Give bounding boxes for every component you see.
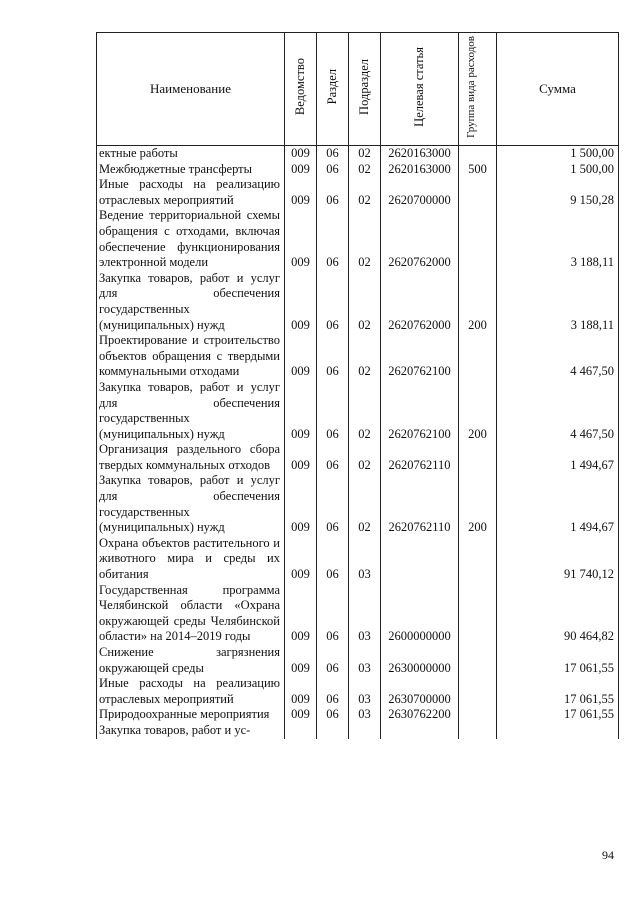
- row-razdel: 06: [317, 473, 349, 535]
- row-celevaya-statya: 2620762100: [381, 380, 459, 442]
- row-vedomstvo: [285, 723, 317, 739]
- row-gruppa-vida-rashodov: 200: [459, 380, 497, 442]
- row-podrazdel: 02: [349, 271, 381, 333]
- row-gruppa-vida-rashodov: [459, 723, 497, 739]
- row-gruppa-vida-rashodov: 200: [459, 271, 497, 333]
- header-summa: Сумма: [497, 33, 619, 146]
- row-name: Государственная программа Челябинской области «Охрана окружающей среды Челябинской области» на 2014–2019 годы: [97, 583, 285, 645]
- row-summa: 1 500,00: [497, 162, 619, 178]
- row-vedomstvo: 009: [285, 162, 317, 178]
- row-name: ектные работы: [97, 146, 285, 162]
- row-gruppa-vida-rashodov: [459, 645, 497, 676]
- row-vedomstvo: 009: [285, 707, 317, 723]
- row-summa: 4 467,50: [497, 380, 619, 442]
- row-gruppa-vida-rashodov: [459, 333, 497, 380]
- row-celevaya-statya: 2620762000: [381, 208, 459, 270]
- row-vedomstvo: 009: [285, 473, 317, 535]
- row-vedomstvo: 009: [285, 536, 317, 583]
- row-name: Закупка товаров, работ и ус-: [97, 723, 285, 739]
- row-podrazdel: 02: [349, 146, 381, 162]
- table-row: [97, 146, 619, 162]
- row-vedomstvo: 009: [285, 177, 317, 208]
- row-celevaya-statya: 2620163000: [381, 162, 459, 178]
- row-razdel: 06: [317, 208, 349, 270]
- row-razdel: 06: [317, 645, 349, 676]
- row-celevaya-statya: 2620762100: [381, 333, 459, 380]
- row-summa: 1 500,00: [497, 146, 619, 162]
- row-gruppa-vida-rashodov: 200: [459, 473, 497, 535]
- row-vedomstvo: 009: [285, 676, 317, 707]
- row-name: Иные расходы на реализацию отраслевых мероприятий: [97, 177, 285, 208]
- row-name: Закупка товаров, работ и услуг для обеспечения государственных (муниципальных) нужд: [97, 380, 285, 442]
- row-razdel: [317, 723, 349, 739]
- row-podrazdel: 03: [349, 645, 381, 676]
- header-razdel: Раздел: [317, 33, 349, 146]
- row-name: Закупка товаров, работ и услуг для обеспечения государственных (муниципальных) нужд: [97, 271, 285, 333]
- row-vedomstvo: 009: [285, 271, 317, 333]
- row-gruppa-vida-rashodov: [459, 146, 497, 162]
- row-summa: 17 061,55: [497, 707, 619, 723]
- table-row: [97, 333, 619, 380]
- row-name: Организация раздельного сбора твердых коммунальных отходов: [97, 442, 285, 473]
- row-summa: 3 188,11: [497, 271, 619, 333]
- row-name: Иные расходы на реализацию отраслевых мероприятий: [97, 676, 285, 707]
- row-gruppa-vida-rashodov: [459, 442, 497, 473]
- row-razdel: 06: [317, 146, 349, 162]
- table-row: [97, 271, 619, 333]
- header-name: Наименование: [97, 33, 285, 146]
- row-razdel: 06: [317, 676, 349, 707]
- row-summa: 9 150,28: [497, 177, 619, 208]
- budget-table: [96, 32, 619, 739]
- table-row: [97, 723, 619, 739]
- row-gruppa-vida-rashodov: [459, 208, 497, 270]
- table-row: [97, 536, 619, 583]
- row-podrazdel: 03: [349, 676, 381, 707]
- row-name: Закупка товаров, работ и услуг для обеспечения государственных (муниципальных) нужд: [97, 473, 285, 535]
- row-podrazdel: 02: [349, 333, 381, 380]
- row-gruppa-vida-rashodov: [459, 177, 497, 208]
- row-podrazdel: 03: [349, 536, 381, 583]
- row-razdel: 06: [317, 162, 349, 178]
- table-row: [97, 162, 619, 178]
- row-podrazdel: 02: [349, 380, 381, 442]
- table-row: [97, 583, 619, 645]
- row-razdel: 06: [317, 333, 349, 380]
- row-vedomstvo: 009: [285, 208, 317, 270]
- row-razdel: 06: [317, 707, 349, 723]
- table-row: [97, 380, 619, 442]
- row-summa: 17 061,55: [497, 676, 619, 707]
- row-summa: 90 464,82: [497, 583, 619, 645]
- row-name: Снижение загрязнения окружающей среды: [97, 645, 285, 676]
- row-celevaya-statya: 2600000000: [381, 583, 459, 645]
- row-gruppa-vida-rashodov: 500: [459, 162, 497, 178]
- row-vedomstvo: 009: [285, 333, 317, 380]
- row-podrazdel: 03: [349, 583, 381, 645]
- row-celevaya-statya: [381, 723, 459, 739]
- table-header-row: [97, 33, 619, 146]
- row-name: Природоохранные мероприятия: [97, 707, 285, 723]
- row-razdel: 06: [317, 536, 349, 583]
- row-celevaya-statya: 2620762110: [381, 473, 459, 535]
- row-vedomstvo: 009: [285, 583, 317, 645]
- row-name: Охрана объектов растительного и животного мира и среды их обитания: [97, 536, 285, 583]
- table-row: [97, 707, 619, 723]
- row-podrazdel: 03: [349, 707, 381, 723]
- table-row: [97, 177, 619, 208]
- page-number: 94: [602, 848, 614, 862]
- row-gruppa-vida-rashodov: [459, 583, 497, 645]
- row-celevaya-statya: 2630000000: [381, 645, 459, 676]
- table-row: [97, 208, 619, 270]
- row-celevaya-statya: 2620700000: [381, 177, 459, 208]
- row-gruppa-vida-rashodov: [459, 707, 497, 723]
- row-name: Проектирование и строительство объектов обращения с твердыми коммунальными отходами: [97, 333, 285, 380]
- row-podrazdel: 02: [349, 208, 381, 270]
- table-row: [97, 442, 619, 473]
- row-name: Ведение территориальной схемы обращения с отходами, включая обеспечение функционирования электронной модели: [97, 208, 285, 270]
- row-celevaya-statya: 2620762110: [381, 442, 459, 473]
- row-podrazdel: 02: [349, 177, 381, 208]
- row-vedomstvo: 009: [285, 645, 317, 676]
- row-celevaya-statya: 2630700000: [381, 676, 459, 707]
- row-summa: 91 740,12: [497, 536, 619, 583]
- row-vedomstvo: 009: [285, 380, 317, 442]
- row-summa: 4 467,50: [497, 333, 619, 380]
- row-summa: [497, 723, 619, 739]
- row-celevaya-statya: 2620762000: [381, 271, 459, 333]
- row-summa: 1 494,67: [497, 442, 619, 473]
- row-gruppa-vida-rashodov: [459, 536, 497, 583]
- row-razdel: 06: [317, 271, 349, 333]
- row-podrazdel: 02: [349, 162, 381, 178]
- row-vedomstvo: 009: [285, 442, 317, 473]
- row-gruppa-vida-rashodov: [459, 676, 497, 707]
- row-razdel: 06: [317, 177, 349, 208]
- table-row: [97, 676, 619, 707]
- row-podrazdel: [349, 723, 381, 739]
- row-podrazdel: 02: [349, 473, 381, 535]
- header-celevaya-statya: Целевая статья: [381, 33, 459, 146]
- row-razdel: 06: [317, 442, 349, 473]
- table-row: [97, 645, 619, 676]
- table-row: [97, 473, 619, 535]
- row-razdel: 06: [317, 583, 349, 645]
- row-vedomstvo: 009: [285, 146, 317, 162]
- row-podrazdel: 02: [349, 442, 381, 473]
- row-celevaya-statya: [381, 536, 459, 583]
- row-summa: 1 494,67: [497, 473, 619, 535]
- row-summa: 3 188,11: [497, 208, 619, 270]
- row-name: Межбюджетные трансферты: [97, 162, 285, 178]
- header-gruppa-vida-rashodov: Группа вида расходов: [459, 33, 497, 146]
- header-vedomstvo: Ведомство: [285, 33, 317, 146]
- row-summa: 17 061,55: [497, 645, 619, 676]
- row-razdel: 06: [317, 380, 349, 442]
- row-celevaya-statya: 2620163000: [381, 146, 459, 162]
- row-celevaya-statya: 2630762200: [381, 707, 459, 723]
- header-podrazdel: Подраздел: [349, 33, 381, 146]
